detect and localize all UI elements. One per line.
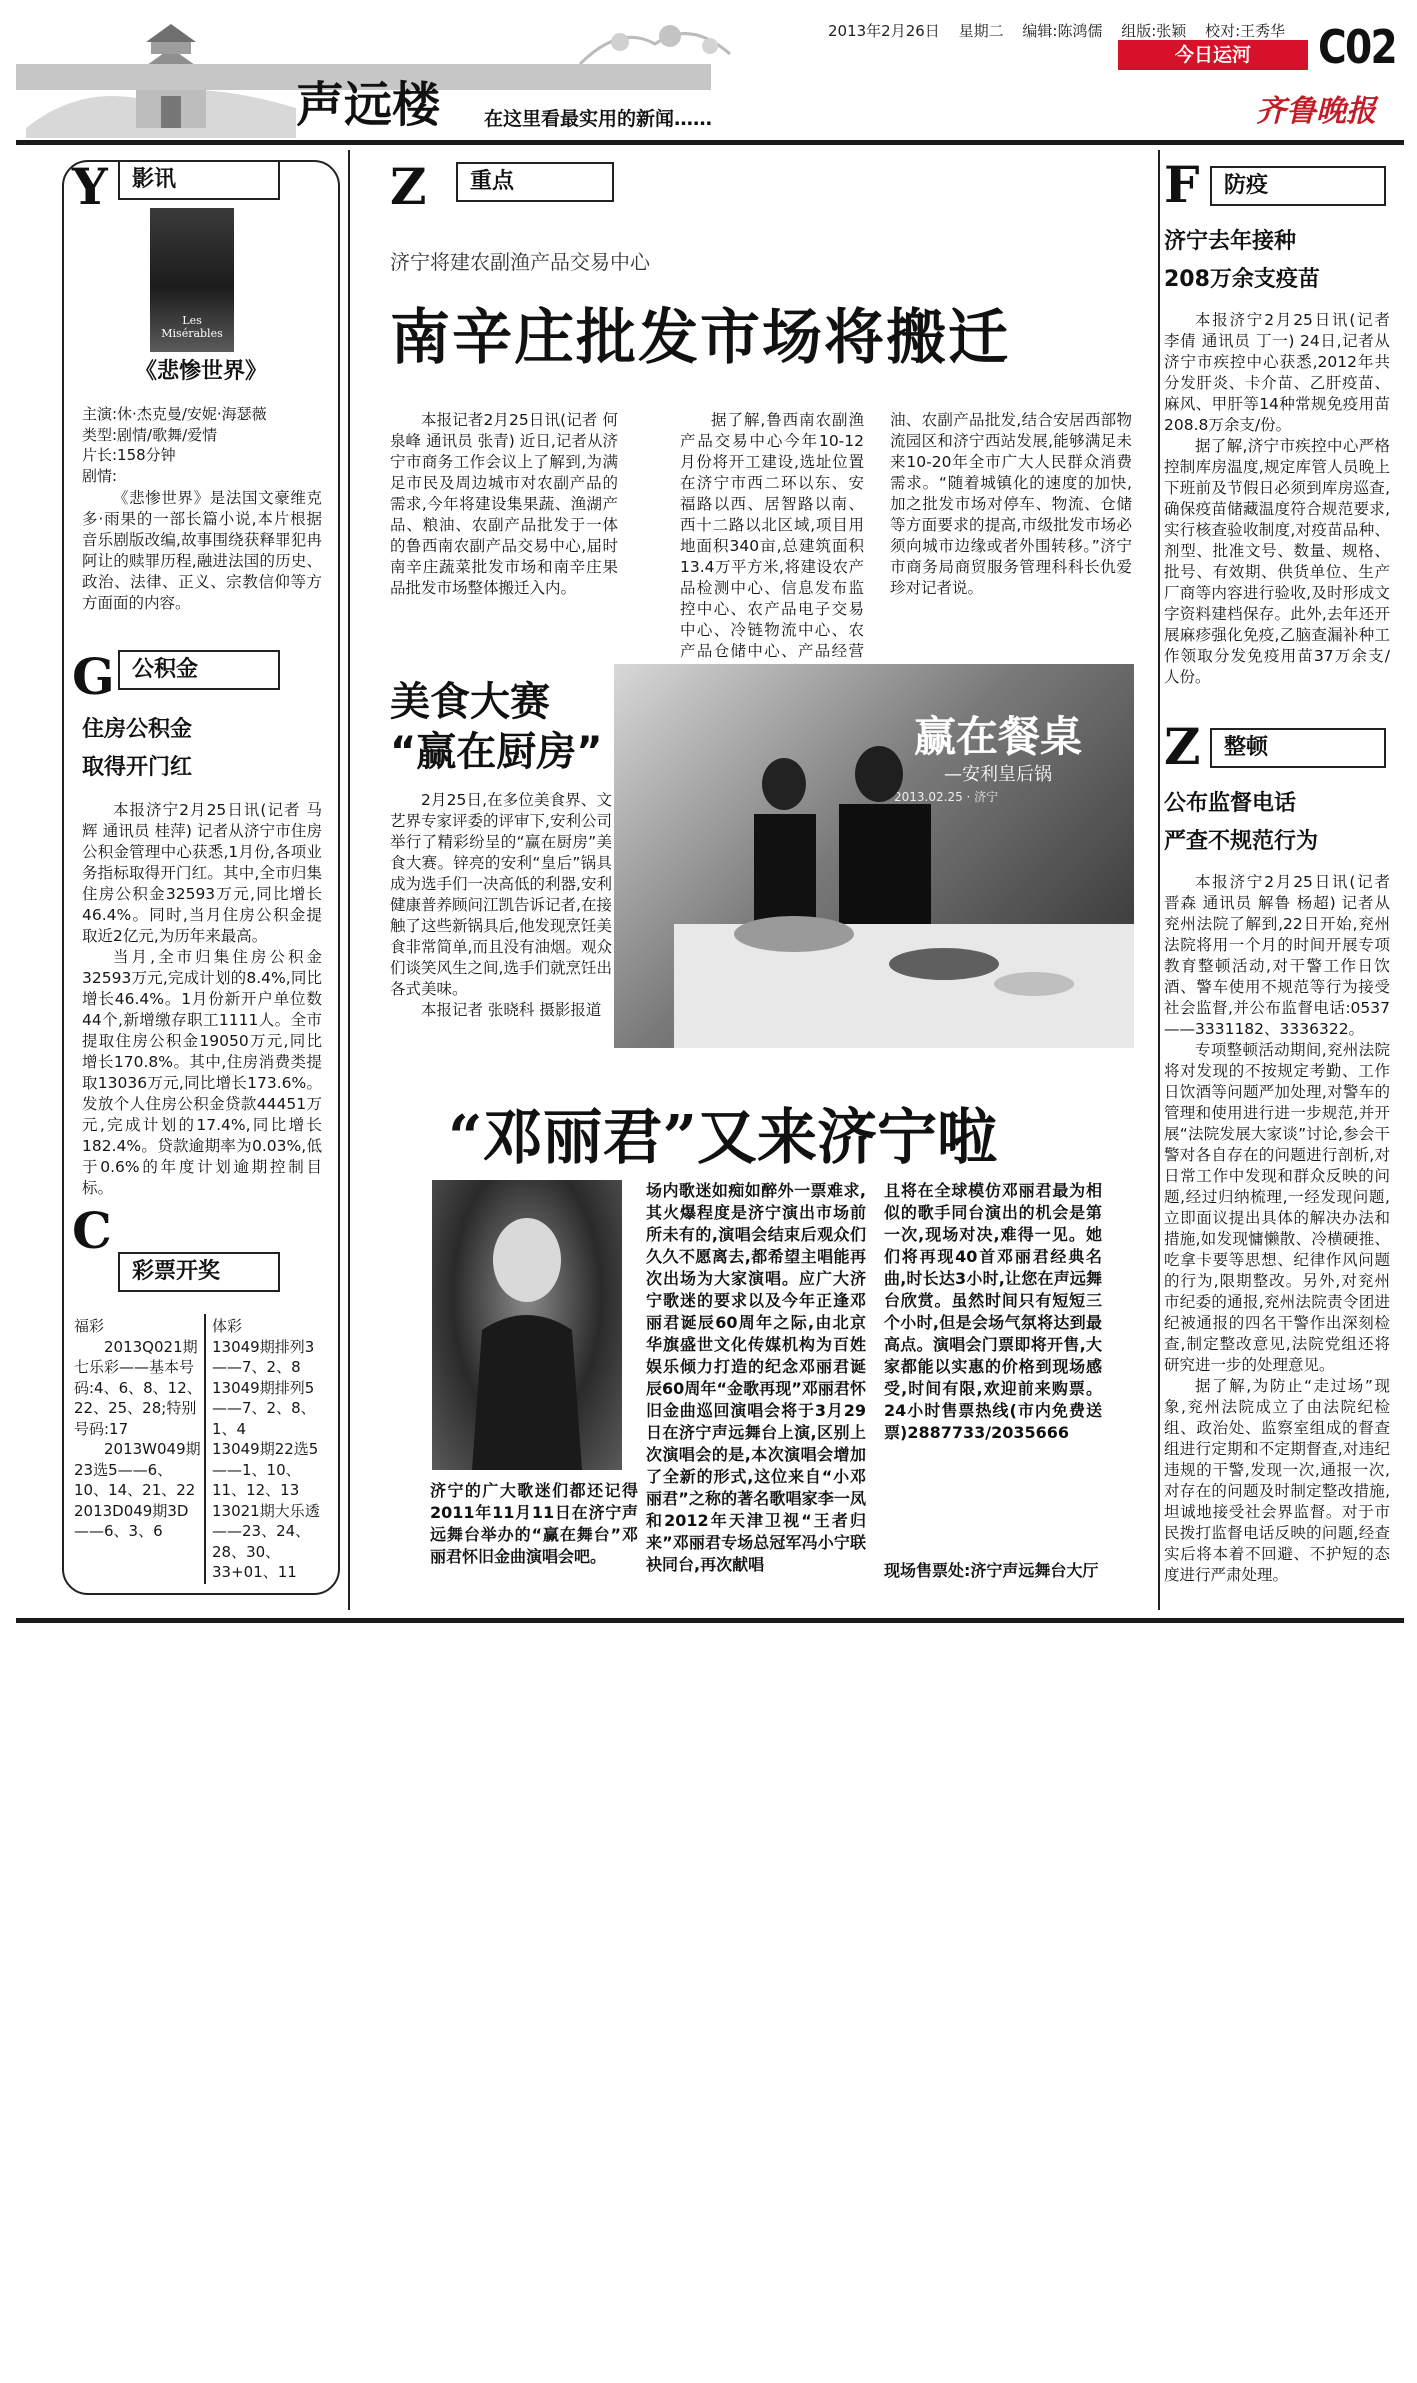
photo-sign-text: 赢在餐桌	[914, 712, 1083, 761]
film-body: 《悲惨世界》是法国文豪维克多·雨果的一部长篇小说,本片根据音乐剧版改编,故事围绕获释罪犯冉阿让的赎罪历程,融进法国的历史、政治、法律、正义、宗教信仰等方方面面的内容。	[82, 489, 322, 612]
rectify-section-label: 整顿	[1210, 728, 1386, 768]
bottom-rule	[16, 1618, 1404, 1623]
main-column-3: 油、农副产品批发,结合安居西部物流园区和济宁西站发展,能够满足未来10-20年全市广大人民群众消费需求。“随着城镇化的速度的加快,加之批发市场对停车、物流、仓储等方面要求的提高,市级批发市场必须向城市边缘或者外围转移。”济宁市商务局商贸服务管理科科长仇爱珍对记者说。	[890, 411, 1132, 597]
main-section-label: 重点	[456, 162, 614, 202]
singer-ticket-office: 现场售票处:济宁声远舞台大厅	[884, 1561, 1099, 1580]
film-poster	[150, 208, 234, 352]
lottery-section-label: 彩票开奖	[118, 1252, 280, 1292]
column-title: 声远楼	[296, 77, 441, 133]
lottery-line: 2013Q021期七乐彩——基本号码:4、6、8、12、22、25、28;特别号码:17	[74, 1337, 202, 1438]
film-title: 《悲惨世界》	[134, 359, 267, 384]
issue-weekday: 星期二	[958, 22, 1004, 40]
singer-headline: “邓丽君”又来济宁啦	[448, 1103, 998, 1173]
fund-body: 本报济宁2月25日讯(记者 马辉 通讯员 桂萍) 记者从济宁市住房公积金管理中心获悉,1月份,各项业务指标取得开门红。其中,全市归集住房公积金32593万元,同比增长46.4%。同时,当月住房公积金提取近2亿元,为历年来最高。 当月,全市归集住房公积金32593万元,完成计划的8.4%,同比增长46.4%。1月份新开户单位数44个,新增缴存职工1111人。全市提取住房公积金19050万元,同比增长170.8%。其中,住房消费类提取13036万元,同比增长173.6%。发放个人住房公积金贷款44451万元,完成计划的17.4%,同比增长182.4%。贷款逾期率为0.03%,低于0.6%的年度计划逾期控制目标。	[82, 801, 322, 1197]
main-section-letter: Z	[390, 157, 427, 216]
vaccine-body: 本报济宁2月25日讯(记者 李倩 通讯员 丁一) 24日,记者从济宁市疾控中心获悉,2012年共分发肝炎、卡介苗、乙肝疫苗、麻风、甲肝等14种常规免疫用苗208.8万余支/份。 据了解,济宁市疾控中心严格控制库房温度,规定库管人员晚上下班前及节假日必须到库房巡查,确保疫苗储藏温度符合规范要求,实行核查验收制度,对疫苗品种、剂型、批准文号、数量、规格、批号、有效期、供货单位、生产厂商等内容进行验收,及时形成文字资料建档保存。此外,去年还开展麻疹强化免疫,乙脑查漏补种工作领取分发免疫用苗37万余支/人份。	[1164, 311, 1390, 686]
vaccine-headline-2: 208万余支疫苗	[1164, 267, 1320, 292]
lottery-line: 13049期排列5——7、2、8、1、4	[212, 1378, 316, 1438]
main-headline: 南辛庄批发市场将搬迁	[390, 303, 1010, 373]
fund-headline-2: 取得开门红	[82, 755, 193, 780]
vaccine-section-letter: F	[1164, 155, 1200, 214]
fund-headline-1: 住房公积金	[82, 717, 193, 742]
lottery-line: 2013D049期3D——6、3、6	[74, 1501, 189, 1540]
film-section-label: 影讯	[118, 160, 280, 200]
issue-meta	[828, 20, 1299, 41]
lottery-tc-column	[212, 1316, 332, 1583]
fund-section-letter: G	[72, 647, 115, 706]
lottery-line: 体彩	[212, 1317, 243, 1335]
lottery-line: 福彩	[74, 1317, 105, 1335]
film-meta-line: 主演:休·杰克曼/安妮·海瑟薇	[82, 405, 267, 423]
photo-sign-subtext: —安利皇后锅	[944, 764, 1052, 785]
lottery-divider	[204, 1314, 206, 1584]
rectify-headline-2: 严查不规范行为	[1164, 829, 1319, 854]
rectify-headline-1: 公布监督电话	[1164, 791, 1297, 816]
singer-photo	[432, 1180, 622, 1470]
center-right-divider	[1158, 150, 1160, 1610]
film-meta	[82, 404, 322, 486]
lottery-section-letter: C	[72, 1201, 112, 1260]
photo-sign-date: 2013.02.25 · 济宁	[894, 790, 999, 804]
lottery-line: 13049期22选5——1、10、11、12、13	[212, 1440, 319, 1499]
section-tab: 今日运河	[1118, 40, 1308, 70]
newspaper-logo: 齐鲁晚报	[1256, 94, 1376, 129]
proof-credit: 校对:王秀华	[1205, 22, 1286, 40]
food-body: 2月25日,在多位美食界、文艺界专家评委的评审下,安利公司举行了精彩纷呈的“赢在厨房”美食大赛。锌亮的安利“皇后”锅具成为选手们一决高低的利器,安利健康普养顾问江凯告诉记者,在接触了这些新锅具后,他发现烹饪美食非常简单,而且没有油烟。观众们谈笑风生之间,选手们就烹饪出各式美味。 本报记者 张晓科 摄影报道	[390, 791, 612, 1019]
vaccine-section-label: 防疫	[1210, 166, 1386, 206]
film-meta-line: 剧情:	[82, 466, 118, 485]
singer-column-2: 且将在全球模仿邓丽君最为相似的歌手同台演出的机会是第一次,现场对决,难得一见。她们将再现40首邓丽君经典名曲,时长达3小时,让您在声远舞台欣赏。虽然时间只有短短三个小时,但是会场气氛将达到最高点。演唱会门票即将开售,大家都能以实惠的价格到现场感受,时间有限,欢迎前来购票。24小时售票热线(市内免费送票)2887733/2035666	[884, 1181, 1102, 1442]
poster-caption: Les Misérables	[161, 314, 223, 340]
vaccine-headline-1: 济宁去年接种	[1164, 229, 1297, 254]
lottery-line: 13049期排列3——7、2、8	[212, 1337, 315, 1376]
rectify-body: 本报济宁2月25日讯(记者 晋森 通讯员 解鲁 杨超) 记者从兖州法院了解到,22日开始,兖州法院将用一个月的时间开展专项教育整顿活动,对干警工作日饮酒、警车使用不规范等行为接受社会监督,并公布监督电话:0537——3331182、3336322。 专项整顿活动期间,兖州法院将对发现的不按规定考勤、工作日饮酒等问题严加处理,对警车的管理和使用进行进一步规范,并开展“法院发展大家谈”讨论,参会干警对各自存在的问题进行剖析,对日常工作中发现和群众反映的问题,经过归纳梳理,一经发现问题,立即面议提出具体的解决办法和措施,如发现慵懒散、冷横硬推、吃拿卡要等思想、纪律作风问题的行为,限期整改。另外,对兖州市纪委的通报,兖州法院责令团进纪被通报的四名干警作出深刻检查,制定整改意见,法院党组还将研究进一步的处理意见。 据了解,为防止“走过场”现象,兖州法院成立了由法院纪检组、政治处、监察室组成的督查组进行定期和不定期督查,对违纪违规的干警,发现一次,通报一次,对存在的问题及时制定整改措施,坦诚地接受社会界监督。对于市民拨打监督电话反映的问题,经查实后将本着不回避、不护短的态度进行严肃处理。	[1164, 873, 1390, 1584]
fund-section-label: 公积金	[118, 650, 280, 690]
lottery-line: 2013W049期23选5——6、10、14、21、22	[74, 1440, 201, 1499]
top-rule	[16, 140, 1404, 145]
lottery-fc-column	[74, 1316, 202, 1542]
main-column-2: 据了解,鲁西南农副渔产品交易中心今年10-12月份将开工建设,选址位置在济宁市西二环以东、安福路以西、居智路以南、西十二路以北区域,项目用地面积340亩,总建筑面积13.4万平方米,将建设农产品检测中心、信息发布监控中心、农产品电子交易中心、冷链物流中心、农产品仓储中心、产品经营	[680, 411, 864, 660]
food-contest-photo	[614, 664, 1134, 1048]
singer-silhouette	[432, 1180, 622, 1470]
film-meta-line: 类型:剧情/歌舞/爱情	[82, 425, 218, 444]
main-kicker: 济宁将建农副渔产品交易中心	[390, 250, 650, 274]
rectify-section-letter: Z	[1164, 717, 1201, 776]
food-headline-1: 美食大赛	[390, 679, 550, 725]
column-slogan: 在这里看最实用的新闻……	[484, 108, 713, 130]
lottery-line: 13021期大乐透——23、24、28、30、33+01、11	[212, 1501, 320, 1581]
singer-column-1: 场内歌迷如痴如醉外一票难求,其火爆程度是济宁演出市场前所未有的,演唱会结束后观众们久久不愿离去,都希望主唱能再次出场为大家演唱。应广大济宁歌迷的要求以及今年正逢邓丽君诞辰60周年之际,由北京华旗盛世文化传媒机构为百姓娱乐倾力打造的纪念邓丽君诞辰60周年“金歌再现”邓丽君怀旧金曲巡回演唱会将于3月29日在济宁声远舞台上演,区别上次演唱会的是,本次演唱会增加了全新的形式,这位来自“小邓丽君”之称的著名歌唱家李一凤和2012年天津卫视“王者归来”邓丽君专场总冠军冯小宁联袂同台,再次献唱	[646, 1181, 866, 1574]
layout-credit: 组版:张颖	[1121, 22, 1187, 40]
main-column-1: 本报记者2月25日讯(记者 何泉峰 通讯员 张青) 近日,记者从济宁市商务工作会议上了解到,为满足市民及周边城市对农副产品的需求,今年将建设集果蔬、渔湖产品、粮油、农副产品批发于一体的鲁西南农副产品交易中心,届时南辛庄蔬菜批发市场和南辛庄果品批发市场整体搬迁入内。	[390, 411, 618, 597]
center-left-divider	[348, 150, 350, 1610]
film-section-letter: Y	[72, 157, 108, 216]
singer-caption: 济宁的广大歌迷们都还记得2011年11月11日在济宁声远舞台举办的“赢在舞台”邓丽君怀旧金曲演唱会吧。	[430, 1481, 638, 1566]
page-number: C02	[1318, 20, 1397, 74]
issue-date: 2013年2月26日	[828, 22, 940, 40]
film-meta-line: 片长:158分钟	[82, 446, 176, 464]
editor-credit: 编辑:陈鸿儒	[1022, 22, 1103, 40]
food-headline-2: “赢在厨房”	[390, 729, 603, 775]
photo-scene	[614, 664, 1134, 1048]
